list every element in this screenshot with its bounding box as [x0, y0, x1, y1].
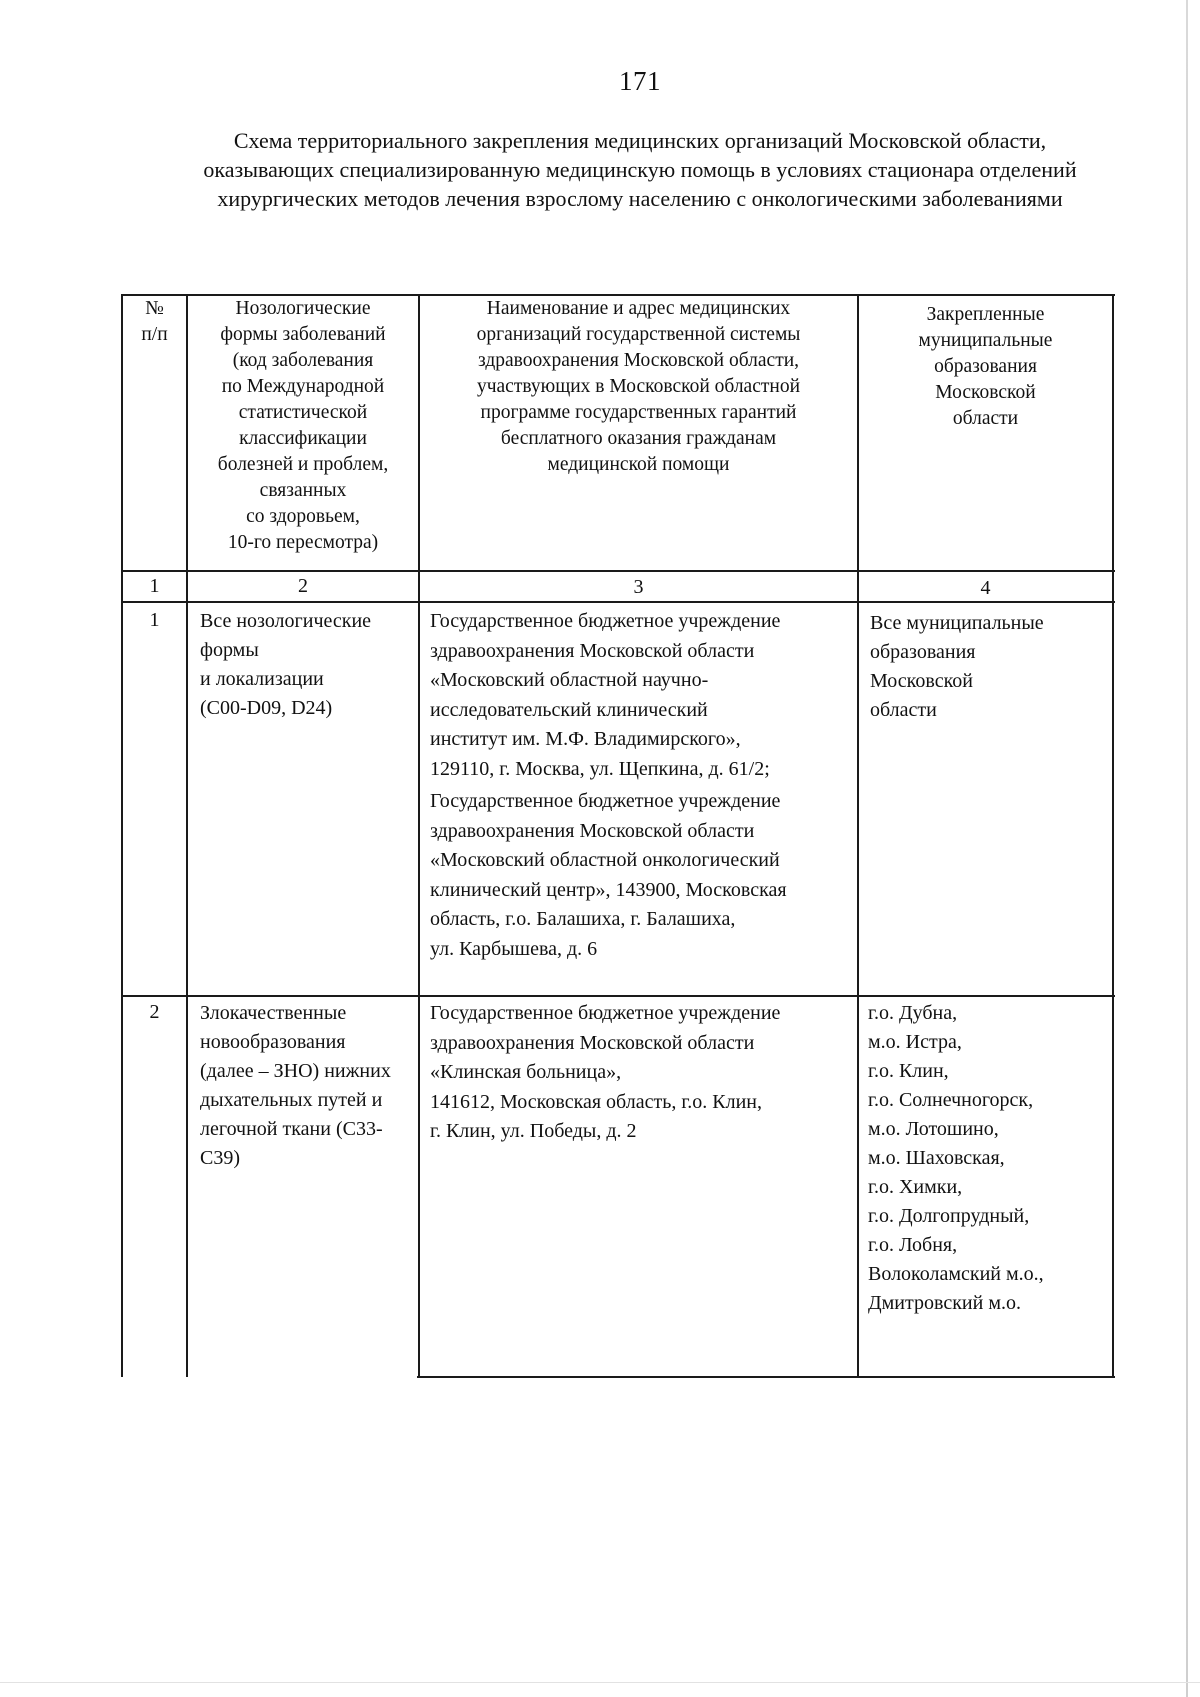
- header-nosology: [188, 296, 418, 556]
- organization-line: здравоохранения Московской области: [430, 1031, 755, 1054]
- header-text: области: [952, 408, 1019, 429]
- organization-line: г. Клин, ул. Победы, д. 2: [430, 1120, 637, 1142]
- header-text: Наименование и адрес медицинских: [486, 298, 791, 319]
- nosology-line: (C00-D09, D24): [200, 697, 333, 719]
- municipality-line: м.о. Шаховская,: [868, 1147, 1005, 1169]
- organization-line: здравоохранения Московской области: [430, 819, 755, 842]
- header-municipalities: [859, 302, 1112, 432]
- municipality-line: г.о. Клин,: [868, 1060, 949, 1082]
- municipality-line: г.о. Химки,: [868, 1176, 963, 1198]
- table-border-right: [1112, 294, 1114, 1377]
- header-text: программе государственных гарантий: [480, 402, 797, 423]
- header-text: №: [145, 298, 164, 319]
- municipality-line: м.о. Истра,: [868, 1031, 962, 1053]
- organization-line: «Клинская больница»,: [430, 1061, 622, 1083]
- row-number-text: 2: [149, 1001, 160, 1023]
- header-text: медицинской помощи: [547, 454, 730, 475]
- column-number: 2: [298, 575, 308, 597]
- municipality-line: м.о. Лотошино,: [868, 1118, 999, 1140]
- nosology-line: и локализации: [200, 668, 324, 690]
- header-text: статистической: [238, 402, 368, 423]
- nosology-line: Злокачественные: [200, 1002, 347, 1024]
- header-text: болезней и проблем,: [217, 454, 389, 475]
- header-text: по Международной: [221, 376, 385, 397]
- nosology-line: C39): [200, 1147, 240, 1169]
- table-col-divider-3: [857, 294, 859, 1377]
- title-line: оказывающих специализированную медицинскую помощь в условиях стационара отделений: [203, 157, 1077, 182]
- column-number: 3: [633, 576, 644, 598]
- municipality-line: Дмитровский м.о.: [868, 1292, 1021, 1314]
- municipality-line: г.о. Долгопрудный,: [868, 1205, 1030, 1227]
- nosology-line: легочной ткани (C33-: [200, 1118, 383, 1140]
- header-text: образования: [934, 356, 1037, 377]
- row-organizations: [430, 607, 855, 964]
- header-text: классификации: [239, 428, 367, 449]
- header-text: (код заболевания: [232, 350, 374, 371]
- municipality-line: Волоколамский м.о.,: [868, 1263, 1044, 1285]
- table-numbers-divider: [121, 601, 1115, 603]
- nosology-line: формы: [200, 639, 259, 661]
- municipality-line: Московской: [870, 670, 973, 692]
- header-text: со здоровьем,: [246, 506, 360, 527]
- table-row-number: [123, 998, 186, 1027]
- header-number: [123, 296, 186, 348]
- header-text: связанных: [259, 480, 347, 501]
- organization-line: область, г.о. Балашиха, г. Балашиха,: [430, 908, 736, 930]
- organization-line: здравоохранения Московской области: [430, 639, 755, 662]
- organization-line: 141612, Московская область, г.о. Клин,: [430, 1090, 763, 1113]
- nosology-line: Все нозологические: [200, 610, 372, 632]
- scan-bottom-edge: [0, 1682, 1200, 1683]
- organization-line: 129110, г. Москва, ул. Щепкина, д. 61/2;: [430, 757, 770, 780]
- organization-line: «Московский областной онкологический: [430, 849, 780, 871]
- organization-line: «Московский областной научно-: [430, 669, 709, 691]
- municipality-line: образования: [870, 641, 976, 663]
- organization-line: Государственное бюджетное учреждение: [430, 790, 781, 812]
- header-text: организаций государственной системы: [476, 324, 801, 345]
- page-number: 171: [619, 66, 661, 96]
- row-municipalities: [870, 609, 1110, 725]
- municipality-line: г.о. Лобня,: [868, 1234, 958, 1256]
- organization-line: ул. Карбышева, д. 6: [430, 937, 598, 960]
- municipality-line: г.о. Дубна,: [868, 1002, 958, 1024]
- row-nosology: [200, 607, 416, 723]
- document-title: [130, 126, 1150, 213]
- organization-line: Государственное бюджетное учреждение: [430, 1002, 781, 1024]
- header-text: здравоохранения Московской области,: [477, 350, 800, 371]
- column-number: 4: [980, 577, 991, 599]
- header-text: муниципальные: [918, 330, 1053, 351]
- table-bottom-partial: [417, 1376, 1115, 1378]
- organization-line: институт им. М.Ф. Владимирского»,: [430, 728, 741, 750]
- organization-line: клинический центр», 143900, Московская: [430, 878, 787, 901]
- header-text: участвующих в Московской областной: [476, 376, 801, 397]
- organization-line: исследовательский клинический: [430, 698, 708, 721]
- municipality-line: Все муниципальные: [870, 612, 1044, 634]
- title-line: Схема территориального закрепления медицинских организаций Московской области,: [233, 128, 1047, 153]
- header-organization: [420, 296, 857, 478]
- row-organizations: [430, 999, 855, 1147]
- municipality-line: г.о. Солнечногорск,: [868, 1089, 1034, 1111]
- column-number: 1: [149, 575, 160, 597]
- header-text: Нозологические: [235, 298, 371, 319]
- table-row-divider: [121, 995, 1115, 997]
- row-municipalities: [868, 999, 1110, 1318]
- row-nosology: [200, 999, 416, 1173]
- scan-edge: [1186, 0, 1188, 1697]
- table-row-number: [123, 606, 186, 635]
- nosology-line: новообразования: [200, 1031, 346, 1053]
- header-text: 10-го пересмотра): [227, 532, 379, 553]
- nosology-line: дыхательных путей и: [200, 1089, 383, 1111]
- table-border-left: [121, 294, 123, 1377]
- table-header-divider: [121, 570, 1115, 572]
- organization-line: Государственное бюджетное учреждение: [430, 610, 781, 632]
- row-number-text: 1: [149, 609, 160, 631]
- header-text: Московской: [935, 382, 1036, 403]
- title-line: хирургических методов лечения взрослому населению с онкологическими заболеваниями: [217, 186, 1063, 211]
- header-text: формы заболеваний: [220, 324, 386, 345]
- nosology-line: (далее – ЗНО) нижних: [200, 1060, 391, 1082]
- header-text: п/п: [141, 324, 168, 345]
- header-text: Закрепленные: [926, 304, 1045, 325]
- header-text: бесплатного оказания гражданам: [500, 428, 777, 449]
- municipality-line: области: [870, 699, 937, 721]
